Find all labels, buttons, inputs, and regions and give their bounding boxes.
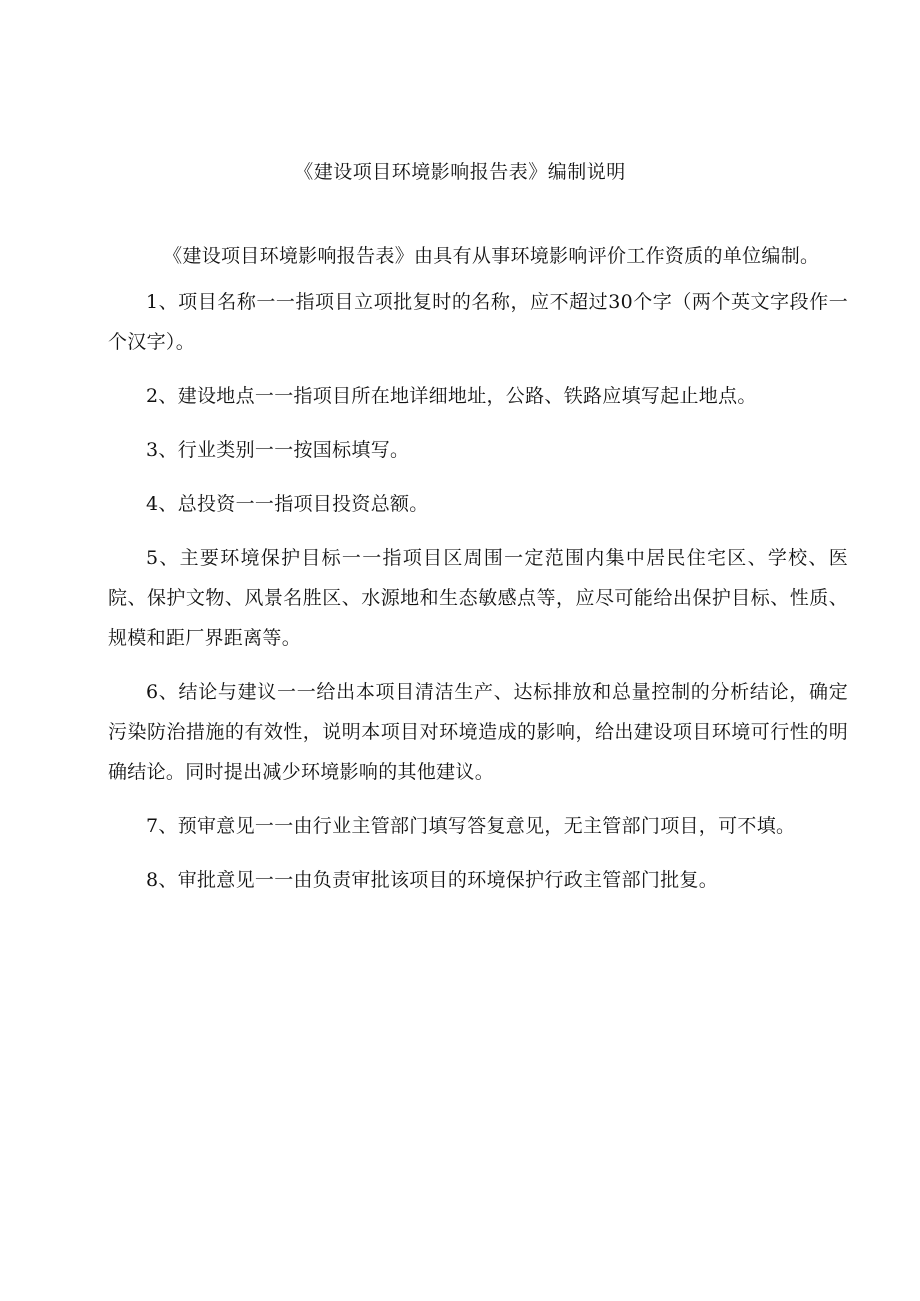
item-total-investment: 4、总投资一一指项目投资总额。 xyxy=(146,493,429,515)
item-protection-targets: 5、主要环境保护目标一一指项目区周围一定范围内集中居民住宅区、学校、医院、保护文物、风景名胜区、水源地和生态敏感点等，应尽可能给出保护目标、性质、规模和距厂界距离等。 xyxy=(108,547,848,649)
document-title: 《建设项目环境影响报告表》编制说明 xyxy=(294,161,626,183)
item-conclusions: 6、结论与建议一一给出本项目清洁生产、达标排放和总量控制的分析结论，确定污染防治措施的有效性，说明本项目对环境造成的影响，给出建设项目环境可行性的明确结论。同时提出减少环境影响的其他建议。 xyxy=(108,681,848,783)
document-body xyxy=(108,236,848,914)
item-project-name: 1、项目名称一一指项目立项批复时的名称，应不超过30个字（两个英文字段作一个汉字）。 xyxy=(108,291,848,353)
item-pre-review-opinion: 7、预审意见一一由行业主管部门填写答复意见，无主管部门项目，可不填。 xyxy=(146,815,796,837)
item-approval-opinion: 8、审批意见一一由负责审批该项目的环境保护行政主管部门批复。 xyxy=(146,869,719,891)
item-construction-site: 2、建设地点一一指项目所在地详细地址，公路、铁路应填写起止地点。 xyxy=(146,385,757,407)
item-industry-category: 3、行业类别一一按国标填写。 xyxy=(146,439,410,461)
intro-paragraph: 《建设项目环境影响报告表》由具有从事环境影响评价工作资质的单位编制。 xyxy=(163,245,820,267)
